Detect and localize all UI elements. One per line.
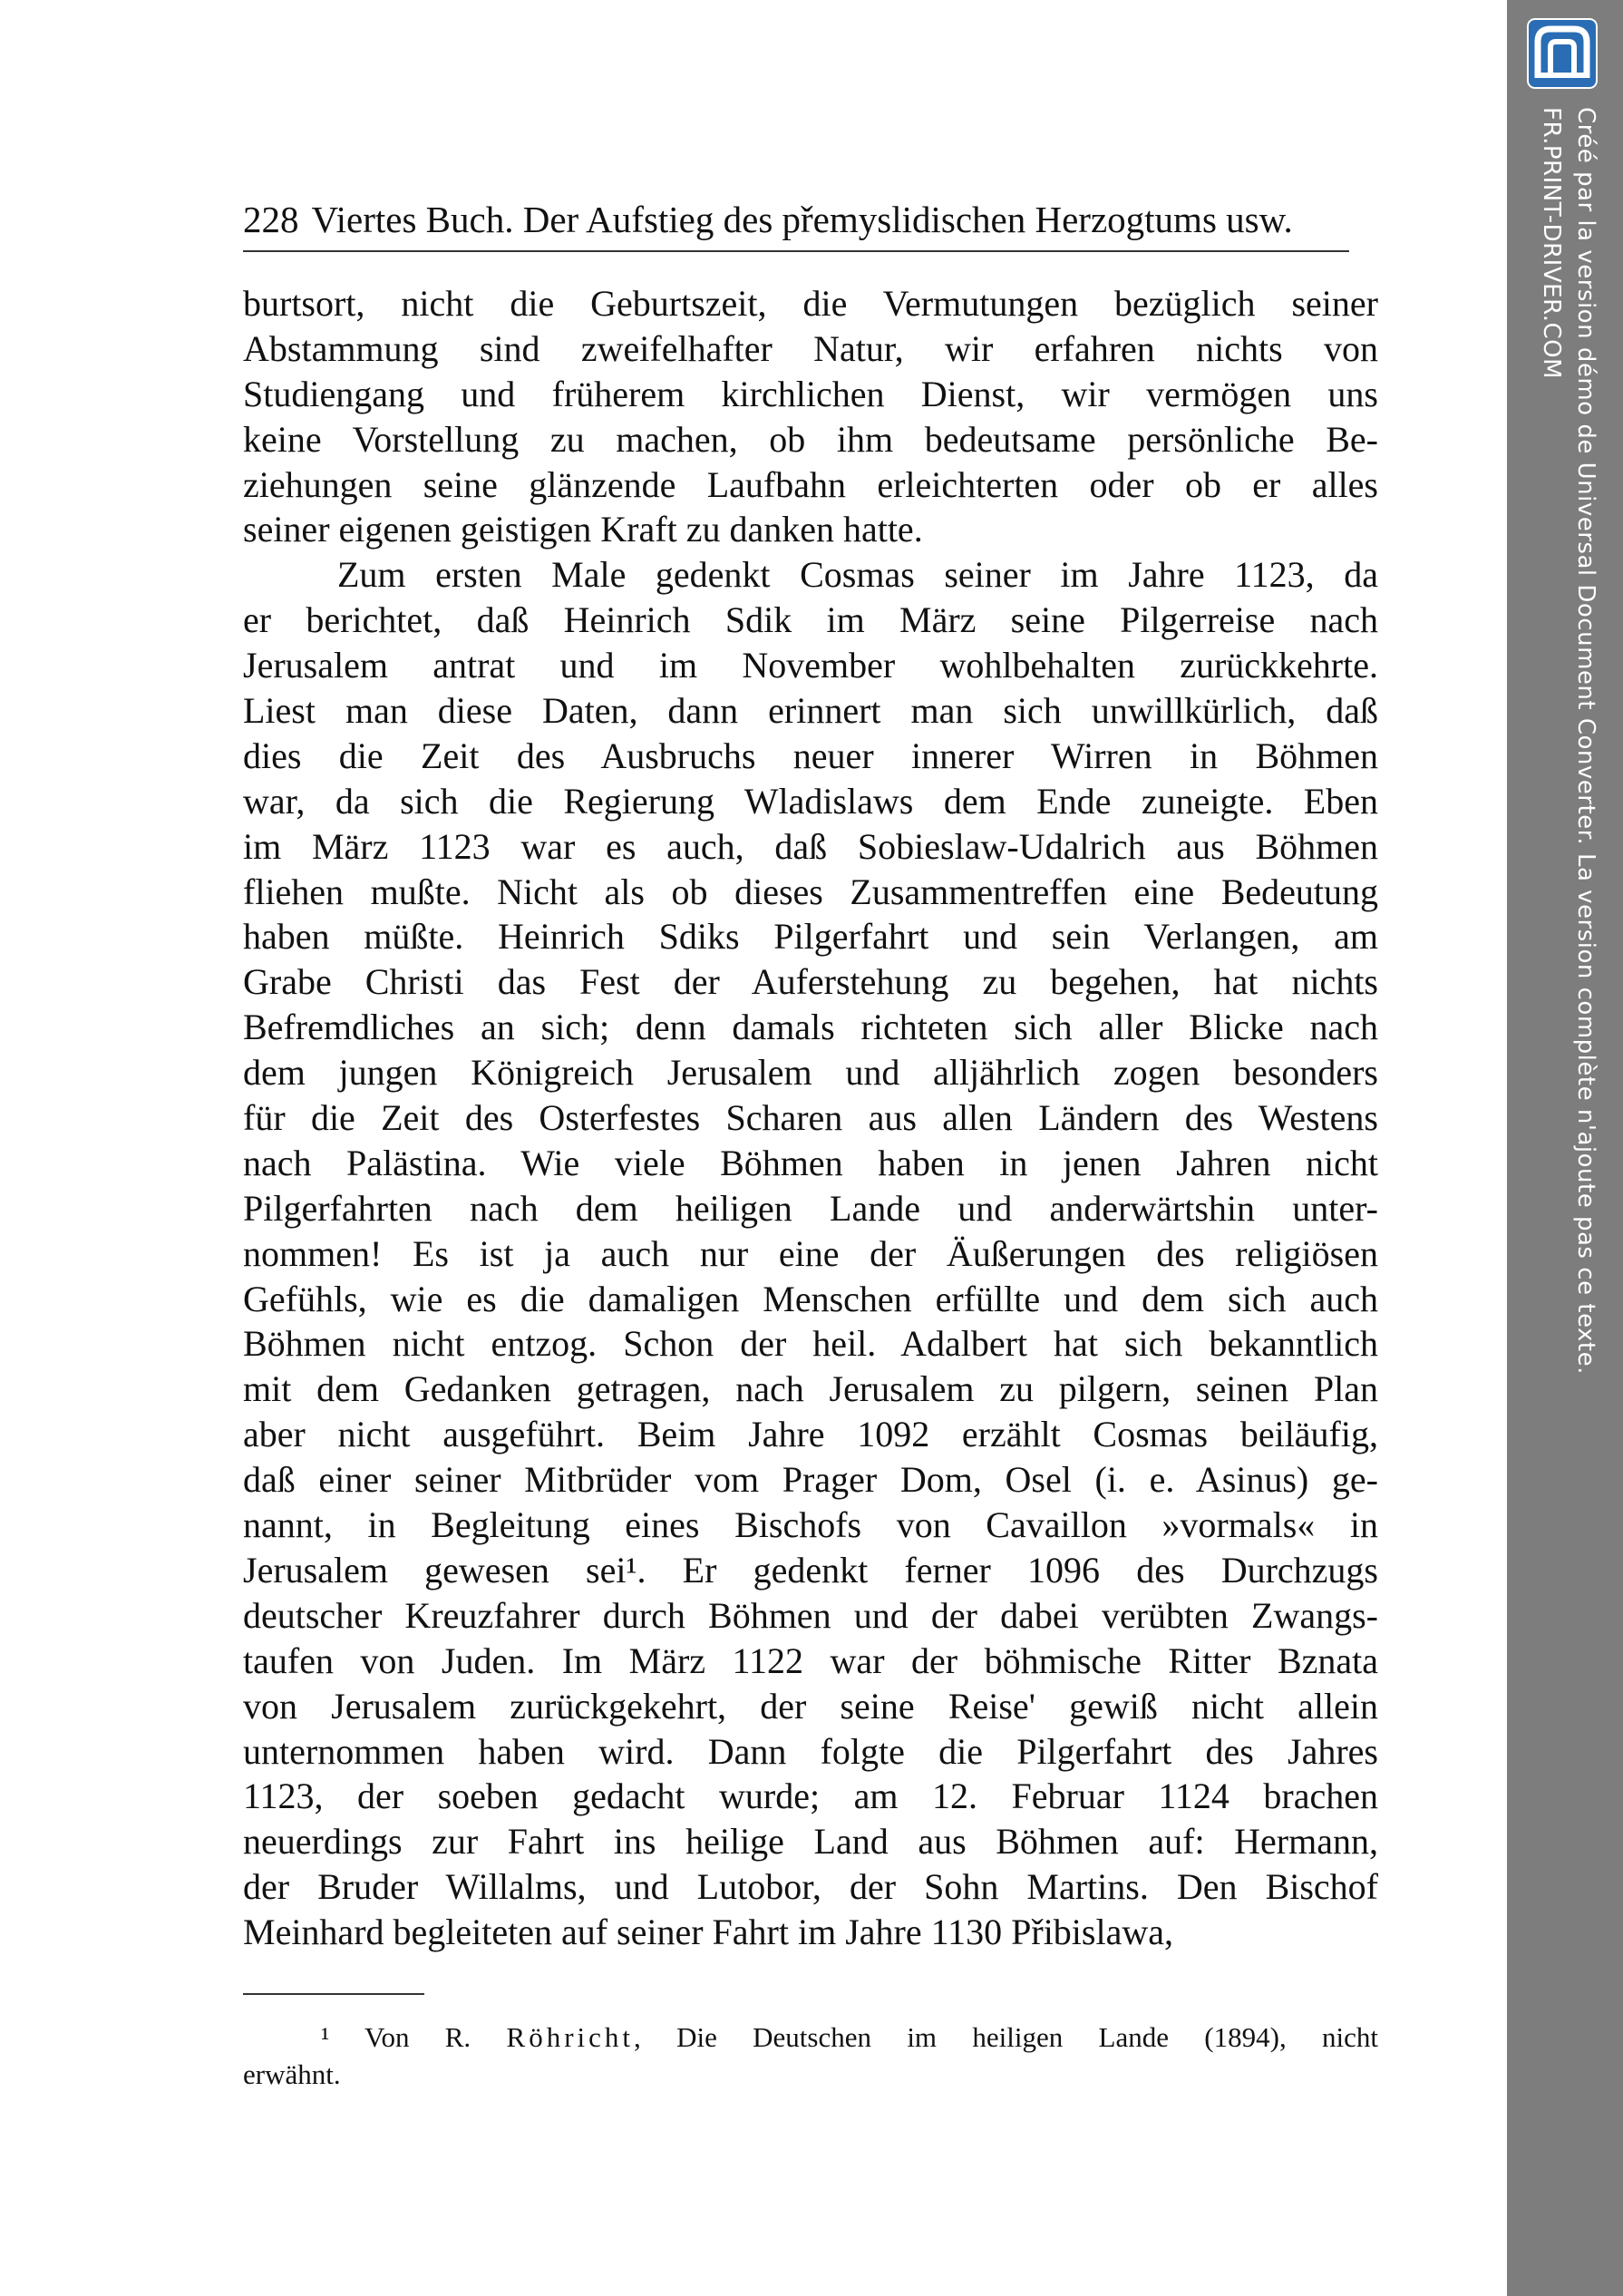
- footnote-citation: , Die Deutschen im heiligen Lande (1894), nicht: [634, 2021, 1378, 2053]
- body-line: dies die Zeit des Ausbruchs neuer innerer Wirren in Böhmen: [243, 735, 1378, 776]
- header-rule: [243, 250, 1349, 252]
- body-line: Jerusalem antrat und im November wohlbehalten zurückkehrte.: [243, 645, 1378, 686]
- body-line: Pilgerfahrten nach dem heiligen Lande und anderwärtshin unter-: [243, 1187, 1378, 1229]
- body-line: nommen! Es ist ja auch nur eine der Äußerungen des religiösen: [243, 1232, 1378, 1274]
- body-line: dem jungen Königreich Jerusalem und alljährlich zogen besonders: [243, 1052, 1378, 1094]
- body-line: aber nicht ausgeführt. Beim Jahre 1092 erzählt Cosmas beiläufig,: [243, 1414, 1378, 1455]
- body-line: ziehungen seine glänzende Laufbahn erleichterten oder ob er alles: [243, 463, 1378, 505]
- footnote-prefix: Von R.: [329, 2021, 507, 2053]
- footnote-rule: [243, 1993, 424, 1995]
- watermark-text: [1534, 107, 1603, 1375]
- body-line: Studiengang und früherem kirchlichen Dienst, wir vermögen uns: [243, 373, 1378, 414]
- body-line: der Bruder Willalms, und Lutobor, der Sohn Martins. Den Bischof: [243, 1866, 1378, 1908]
- running-header: [243, 194, 1349, 245]
- body-line: Abstammung sind zweifelhafter Natur, wir erfahren nichts von: [243, 327, 1378, 369]
- footnote-line: [243, 2019, 1378, 2056]
- body-line: fliehen mußte. Nicht als ob dieses Zusammentreffen eine Bedeutung: [243, 871, 1378, 912]
- body-line: keine Vorstellung zu machen, ob ihm bedeutsame persönliche Be-: [243, 418, 1378, 460]
- document-converter-logo-icon: [1527, 18, 1598, 89]
- body-line: haben müßte. Heinrich Sdiks Pilgerfahrt und sein Verlangen, am: [243, 916, 1378, 958]
- body-line: nannt, in Begleitung eines Bischofs von Cavaillon »vormals« in: [243, 1504, 1378, 1546]
- footnote: [243, 2019, 1378, 2093]
- footnote-author: Röhricht: [506, 2021, 635, 2053]
- body-line: Böhmen nicht entzog. Schon der heil. Adalbert hat sich bekanntlich: [243, 1323, 1378, 1365]
- body-line: neuerdings zur Fahrt ins heilige Land aus Böhmen auf: Hermann,: [243, 1821, 1378, 1863]
- body-line: 1123, der soeben gedacht wurde; am 12. Februar 1124 brachen: [243, 1776, 1378, 1817]
- body-line: von Jerusalem zurückgekehrt, der seine Reise' gewiß nicht allein: [243, 1685, 1378, 1727]
- body-line: unternommen haben wird. Dann folgte die Pilgerfahrt des Jahres: [243, 1730, 1378, 1772]
- watermark-line-2: FR.PRINT-DRIVER.COM: [1538, 107, 1565, 380]
- body-text: [243, 281, 1378, 1955]
- body-line: für die Zeit des Osterfestes Scharen aus allen Ländern des Westens: [243, 1097, 1378, 1139]
- body-line: burtsort, nicht die Geburtszeit, die Vermutungen bezüglich seiner: [243, 283, 1378, 324]
- footnote-marker: ¹: [321, 2021, 330, 2053]
- body-line: Zum ersten Male gedenkt Cosmas seiner im Jahre 1123, da: [337, 554, 1378, 596]
- body-line: Liest man diese Daten, dann erinnert man sich unwillkürlich, daß: [243, 690, 1378, 732]
- body-line: seiner eigenen geistigen Kraft zu danken hatte.: [243, 509, 923, 550]
- body-line: im März 1123 war es auch, daß Sobieslaw-Udalrich aus Böhmen: [243, 825, 1378, 867]
- body-line: Befremdliches an sich; denn damals richteten sich aller Blicke nach: [243, 1007, 1378, 1048]
- page-number: 228: [243, 199, 299, 240]
- body-line: er berichtet, daß Heinrich Sdik im März seine Pilgerreise nach: [243, 599, 1378, 641]
- body-line: daß einer seiner Mitbrüder vom Prager Dom, Osel (i. e. Asinus) ge-: [243, 1459, 1378, 1501]
- body-line: Grabe Christi das Fest der Auferstehung zu begehen, hat nichts: [243, 961, 1378, 1003]
- body-line: Gefühls, wie es die damaligen Menschen erfüllte und dem sich auch: [243, 1278, 1378, 1319]
- body-line: taufen von Juden. Im März 1122 war der böhmische Ritter Bznata: [243, 1639, 1378, 1681]
- watermark-line-1: Créé par la version démo de Universal Document Converter. La version complète n'ajoute pas ce texte.: [1572, 107, 1599, 1375]
- body-line: deutscher Kreuzfahrer durch Böhmen und der dabei verübten Zwangs-: [243, 1594, 1378, 1636]
- body-line: mit dem Gedanken getragen, nach Jerusalem zu pilgern, seinen Plan: [243, 1368, 1378, 1410]
- body-line: Meinhard begleiteten auf seiner Fahrt im Jahre 1130 Přibislawa,: [243, 1912, 1173, 1953]
- body-line: nach Palästina. Wie viele Böhmen haben in jenen Jahren nicht: [243, 1142, 1378, 1183]
- footnote-line: erwähnt.: [243, 2058, 341, 2090]
- running-title: Viertes Buch. Der Aufstieg des přemyslidischen Herzogtums usw.: [311, 199, 1293, 240]
- watermark-sidebar: [1507, 0, 1623, 2296]
- body-line: Jerusalem gewesen sei¹. Er gedenkt ferner 1096 des Durchzugs: [243, 1549, 1378, 1591]
- body-line: war, da sich die Regierung Wladislaws dem Ende zuneigte. Eben: [243, 780, 1378, 822]
